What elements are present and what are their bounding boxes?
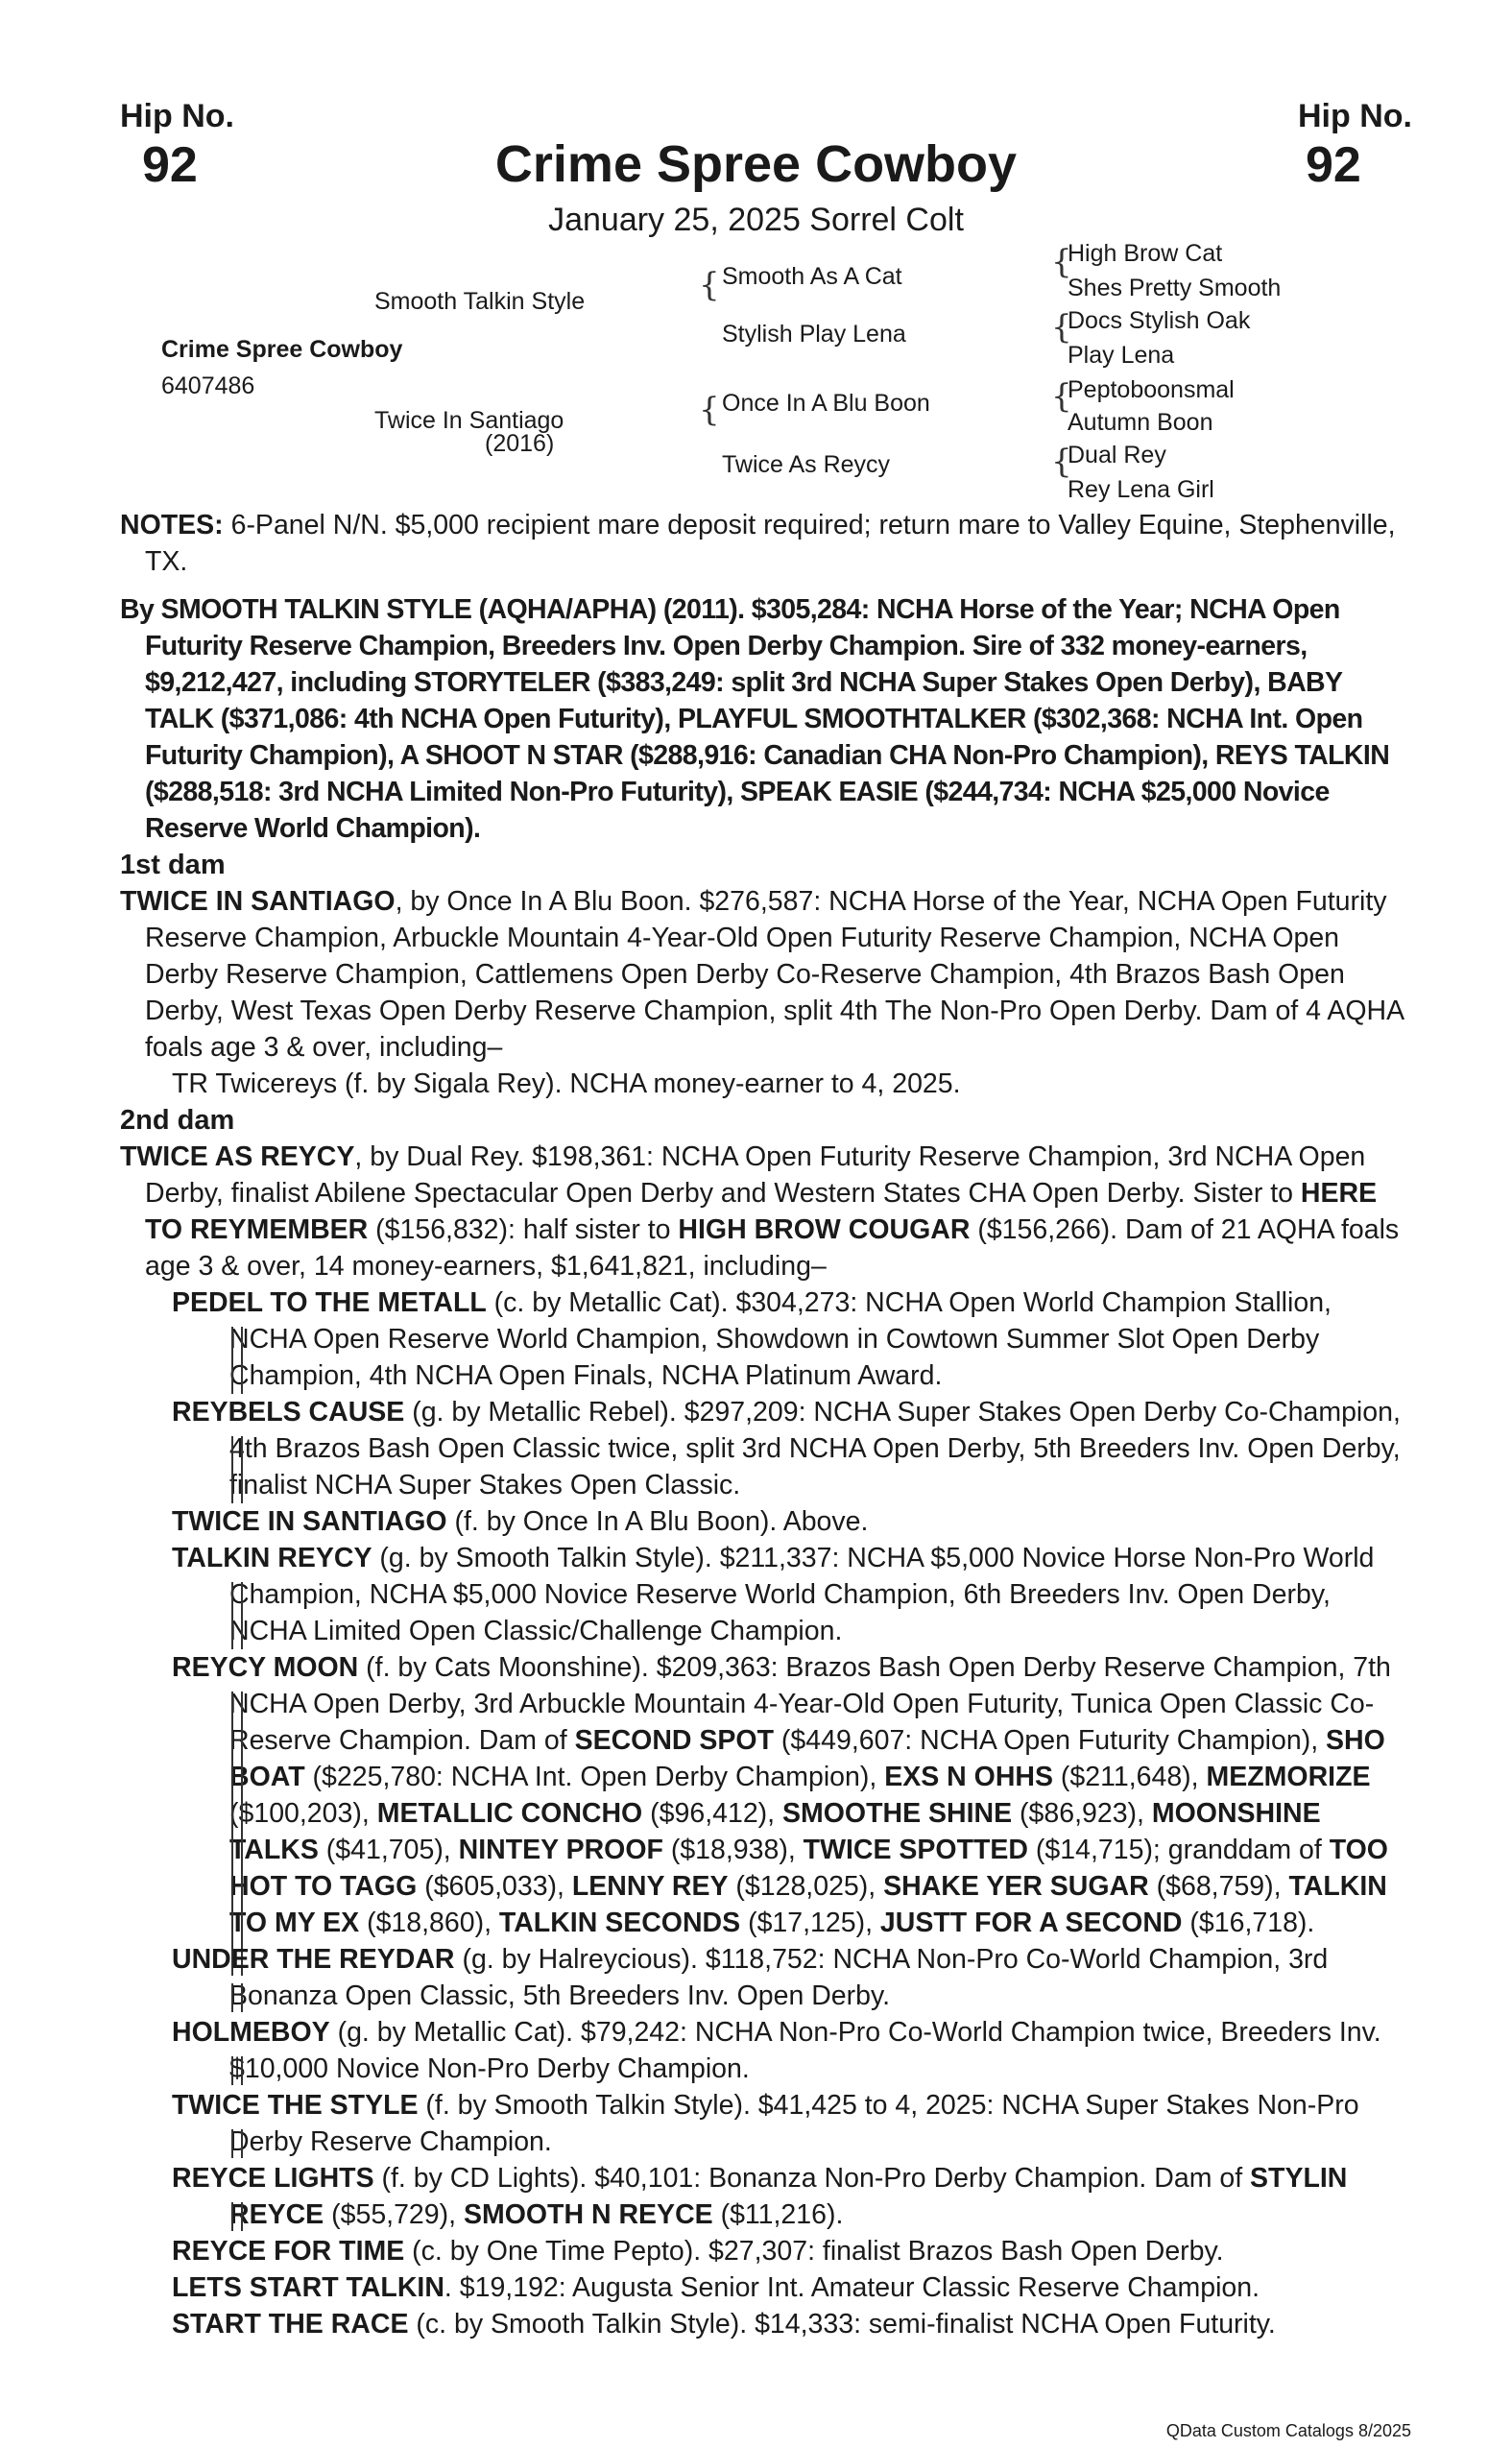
produce-text: ($18,860), (359, 1908, 499, 1938)
offspring-name: SHO BOAT (229, 1725, 1385, 1792)
brace-icon: { (1051, 243, 1072, 281)
sibling-name: HERE TO REYMEMBER (145, 1178, 1378, 1245)
produce-entry (172, 1394, 1411, 1503)
offspring-name: LENNY REY (571, 1871, 729, 1902)
brace-icon: { (699, 391, 720, 429)
produce-text: (f. by CD Lights). $40,101: Bonanza Non-Pro Derby Champion. Dam of (373, 2163, 1251, 2194)
produce-text: ($68,759), (1148, 1871, 1289, 1902)
hip-label-left: Hip No. (120, 98, 234, 134)
produce-name: REYCY MOON (172, 1652, 359, 1683)
produce-text: ($225,780: NCHA Int. Open Derby Champion), (304, 1762, 885, 1792)
sibling-name: HIGH BROW COUGAR (678, 1214, 971, 1245)
brace-icon: { (1051, 443, 1072, 481)
produce-entry (172, 1941, 1411, 2014)
footer-credit: QData Custom Catalogs 8/2025 (1165, 2421, 1411, 2440)
produce-name: TALKIN REYCY (172, 1543, 372, 1573)
produce-text: ($100,203), (229, 1798, 377, 1829)
produce-text: ($449,607: NCHA Open Futurity Champion), (774, 1725, 1327, 1756)
produce-name: REYCE FOR TIME (172, 2236, 405, 2267)
produce-text: (c. by One Time Pepto). $27,307: finalist Brazos Bash Open Derby. (404, 2236, 1224, 2267)
produce-text: (c. by Smooth Talkin Style). $14,333: semi-finalist NCHA Open Futurity. (408, 2309, 1276, 2340)
pedigree-sire: Smooth Talkin Style (374, 288, 586, 315)
pedigree-gg6: Autumn Boon (1068, 409, 1213, 436)
second-dam-name: TWICE AS REYCY (120, 1141, 355, 1172)
pedigree-dam-dam: Twice As Reycy (722, 451, 891, 478)
foaling-info: January 25, 2025 Sorrel Colt (548, 202, 964, 238)
produce-text: ($11,216). (712, 2199, 844, 2230)
second-dam-text: ($156,266). Dam of 21 AQHA foals age 3 & over, 14 money-earners, $1,641,821, including– (145, 1214, 1400, 1282)
pedigree-gg4: Play Lena (1068, 342, 1175, 369)
produce-name: TWICE IN SANTIAGO (172, 1506, 447, 1537)
pedigree-gg3: Docs Stylish Oak (1068, 307, 1251, 334)
second-dam-heading: 2nd dam (120, 1105, 235, 1136)
pedigree-dam: Twice In Santiago (374, 407, 564, 434)
produce-text: (f. by Once In A Blu Boon). Above. (446, 1506, 869, 1537)
continuation-bar (231, 1436, 243, 1503)
pedigree-dam-sire: Once In A Blu Boon (722, 390, 930, 417)
produce-text: ($128,025), (728, 1871, 884, 1902)
notes-label: NOTES: (120, 510, 224, 540)
produce-name: HOLMEBOY (172, 2017, 330, 2048)
pedigree-gg5: Peptoboonsmal (1068, 376, 1235, 403)
notes (120, 507, 1411, 580)
offspring-name: MOONSHINE TALKS (229, 1798, 1321, 1865)
produce-text: ($18,938), (662, 1835, 804, 1865)
produce-text: (g. by Smooth Talkin Style). $211,337: NCHA $5,000 Novice Horse Non-Pro World Champion, NCHA $5,000 Novice Reserve World Champion, 6th Breeders Inv. Open Derby, NCHA Limited Open Classic/Challenge Champion. (229, 1543, 1375, 1646)
offspring-name: SMOOTH N REYCE (463, 2199, 713, 2230)
offspring-name: TOO HOT TO TAGG (229, 1835, 1388, 1902)
catalog-body (120, 507, 1411, 2342)
continuation-bar (231, 1582, 243, 1649)
produce-text: (f. by Cats Moonshine). $209,363: Brazos Bash Open Derby Reserve Champion, 7th NCHA Open Derby, 3rd Arbuckle Mountain 4-Year-Old Open Futurity, Tunica Open Classic Co-Reserve Champion. Dam of (229, 1652, 1391, 1756)
produce-name: LETS START TALKIN (172, 2272, 444, 2303)
produce-entry (172, 1540, 1411, 1649)
produce-text: (g. by Halreycious). $118,752: NCHA Non-Pro Co-World Champion, 3rd Bonanza Open Classic, 5th Breeders Inv. Open Derby. (229, 1944, 1329, 2011)
produce-text: ($41,705), (318, 1835, 459, 1865)
hip-number-left: 92 (142, 137, 198, 193)
produce-text: . $19,192: Augusta Senior Int. Amateur Classic Reserve Champion. (444, 2272, 1260, 2303)
pedigree-subject: Crime Spree Cowboy (161, 336, 403, 363)
produce-entry-reycy-moon (172, 1649, 1411, 1941)
produce-name: PEDEL TO THE METALL (172, 1287, 487, 1318)
first-dam-heading: 1st dam (120, 850, 226, 880)
produce-name: UNDER THE REYDAR (172, 1944, 455, 1975)
offspring-name: EXS N OHHS (884, 1762, 1053, 1792)
brace-icon: { (1051, 377, 1072, 416)
produce-entry (172, 2306, 1411, 2342)
sire-paragraph: By SMOOTH TALKIN STYLE (AQHA/APHA) (2011). $305,284: NCHA Horse of the Year; NCHA Open Futurity Reserve Champion, Breeders Inv. Open Derby Champion. Sire of 332 money-earners, $9,212,427, including STORYTELER ($383,249: split 3rd NCHA Super Stakes Open Derby), BABY TALK ($371,086: 4th NCHA Open Futurity), PLAYFUL SMOOTHTALKER ($302,368: NCHA Int. Open Futurity Champion), A SHOOT N STAR ($288,916: Canadian CHA Non-Pro Champion), REYS TALKIN ($288,518: 3rd NCHA Limited Non-Pro Futurity), SPEAK EASIE ($244,734: NCHA $25,000 Novice Reserve World Champion). (120, 594, 1390, 844)
produce-text: (g. by Metallic Rebel). $297,209: NCHA Super Stakes Open Derby Co-Champion, 4th Brazos Bash Open Classic twice, split 3rd NCHA Open Derby, 5th Breeders Inv. Open Derby, finalist NCHA Super Stakes Open Classic. (229, 1397, 1401, 1500)
pedigree-gg1: High Brow Cat (1068, 240, 1223, 267)
offspring-name: TALKIN TO MY EX (229, 1871, 1387, 1938)
produce-entry (172, 2087, 1411, 2160)
pedigree-sire-dam: Stylish Play Lena (722, 321, 906, 348)
produce-entry-reyce-lights (172, 2160, 1411, 2233)
first-dam-name: TWICE IN SANTIAGO (120, 886, 396, 917)
offspring-name: MEZMORIZE (1206, 1762, 1371, 1792)
hip-label-right: Hip No. (1298, 98, 1412, 134)
produce-entry (172, 1284, 1411, 1394)
produce-text: ($86,923), (1012, 1798, 1152, 1829)
horse-name-title: Crime Spree Cowboy (494, 135, 1018, 193)
pedigree-gg2: Shes Pretty Smooth (1068, 275, 1282, 301)
produce-entry (172, 1503, 1411, 1540)
notes-text: 6-Panel N/N. $5,000 recipient mare deposit required; return mare to Valley Equine, Stephenville, TX. (145, 510, 1396, 577)
produce-list (120, 1284, 1411, 2342)
offspring-name: TWICE SPOTTED (803, 1835, 1029, 1865)
offspring-name: METALLIC CONCHO (376, 1798, 643, 1829)
pedigree-dam-year: (2016) (485, 430, 555, 457)
continuation-bar (231, 2202, 243, 2231)
second-dam-text: , by Dual Rey. $198,361: NCHA Open Futurity Reserve Champion, 3rd NCHA Open Derby, finalist Abilene Spectacular Open Derby and Western States CHA Open Derby. Sister to (145, 1141, 1366, 1209)
produce-entry (172, 2014, 1411, 2087)
offspring-name: SECOND SPOT (574, 1725, 775, 1756)
first-dam-paragraph (120, 883, 1411, 1066)
offspring-name: STYLIN REYCE (229, 2163, 1348, 2230)
continuation-bar (231, 2129, 243, 2158)
hip-number-right: 92 (1306, 137, 1361, 193)
produce-name: START THE RACE (172, 2309, 409, 2340)
offspring-name: TALKIN SECONDS (498, 1908, 741, 1938)
produce-text: (g. by Metallic Cat). $79,242: NCHA Non-Pro Co-World Champion twice, Breeders Inv. $10,000 Novice Non-Pro Derby Champion. (229, 2017, 1381, 2084)
produce-entry (172, 2269, 1411, 2306)
brace-icon: { (699, 266, 720, 304)
continuation-bar (231, 2056, 243, 2085)
produce-text: (c. by Metallic Cat). $304,273: NCHA Open World Champion Stallion, NCHA Open Reserve World Champion, Showdown in Cowtown Summer Slot Open Derby Champion, 4th NCHA Open Finals, NCHA Platinum Award. (229, 1287, 1332, 1391)
continuation-bar (231, 1983, 243, 2012)
produce-text: ($96,412), (642, 1798, 782, 1829)
pedigree-gg7: Dual Rey (1068, 442, 1166, 468)
pedigree-reg-number: 6407486 (161, 372, 255, 399)
produce-entry (172, 2233, 1411, 2269)
first-dam-offspring: TR Twicereys (f. by Sigala Rey). NCHA money-earner to 4, 2025. (172, 1068, 961, 1099)
continuation-bar (231, 1692, 243, 1976)
offspring-name: SMOOTHE SHINE (782, 1798, 1013, 1829)
pedigree-sire-sire: Smooth As A Cat (722, 263, 902, 290)
first-dam-text: , by Once In A Blu Boon. $276,587: NCHA Horse of the Year, NCHA Open Futurity Reserve Champion, Arbuckle Mountain 4-Year-Old Open Futurity Reserve Champion, NCHA Open Derby Reserve Champion, Cattlemens Open Derby Co-Reserve Champion, 4th Brazos Bash Open Derby, West Texas Open Derby Reserve Champion, split 4th The Non-Pro Open Derby. Dam of 4 AQHA foals age 3 & over, including– (145, 886, 1404, 1063)
offspring-name: JUSTT FOR A SECOND (879, 1908, 1183, 1938)
produce-name: TWICE THE STYLE (172, 2090, 419, 2121)
produce-text: ($211,648), (1053, 1762, 1207, 1792)
second-dam-text: ($156,832): half sister to (368, 1214, 679, 1245)
produce-text: ($17,125), (740, 1908, 880, 1938)
second-dam-paragraph (120, 1139, 1411, 1284)
produce-text: ($55,729), (324, 2199, 464, 2230)
produce-name: REYBELS CAUSE (172, 1397, 405, 1428)
produce-text: (f. by Smooth Talkin Style). $41,425 to 4, 2025: NCHA Super Stakes Non-Pro Derby Reserve Champion. (229, 2090, 1359, 2157)
pedigree-gg8: Rey Lena Girl (1068, 476, 1214, 503)
brace-icon: { (1051, 308, 1072, 347)
produce-text: ($16,718). (1182, 1908, 1315, 1938)
produce-text: ($14,715); granddam of (1028, 1835, 1330, 1865)
offspring-name: SHAKE YER SUGAR (883, 1871, 1149, 1902)
produce-text: ($605,033), (417, 1871, 572, 1902)
offspring-name: NINTEY PROOF (458, 1835, 663, 1865)
continuation-bar (231, 1327, 243, 1394)
produce-name: REYCE LIGHTS (172, 2163, 374, 2194)
